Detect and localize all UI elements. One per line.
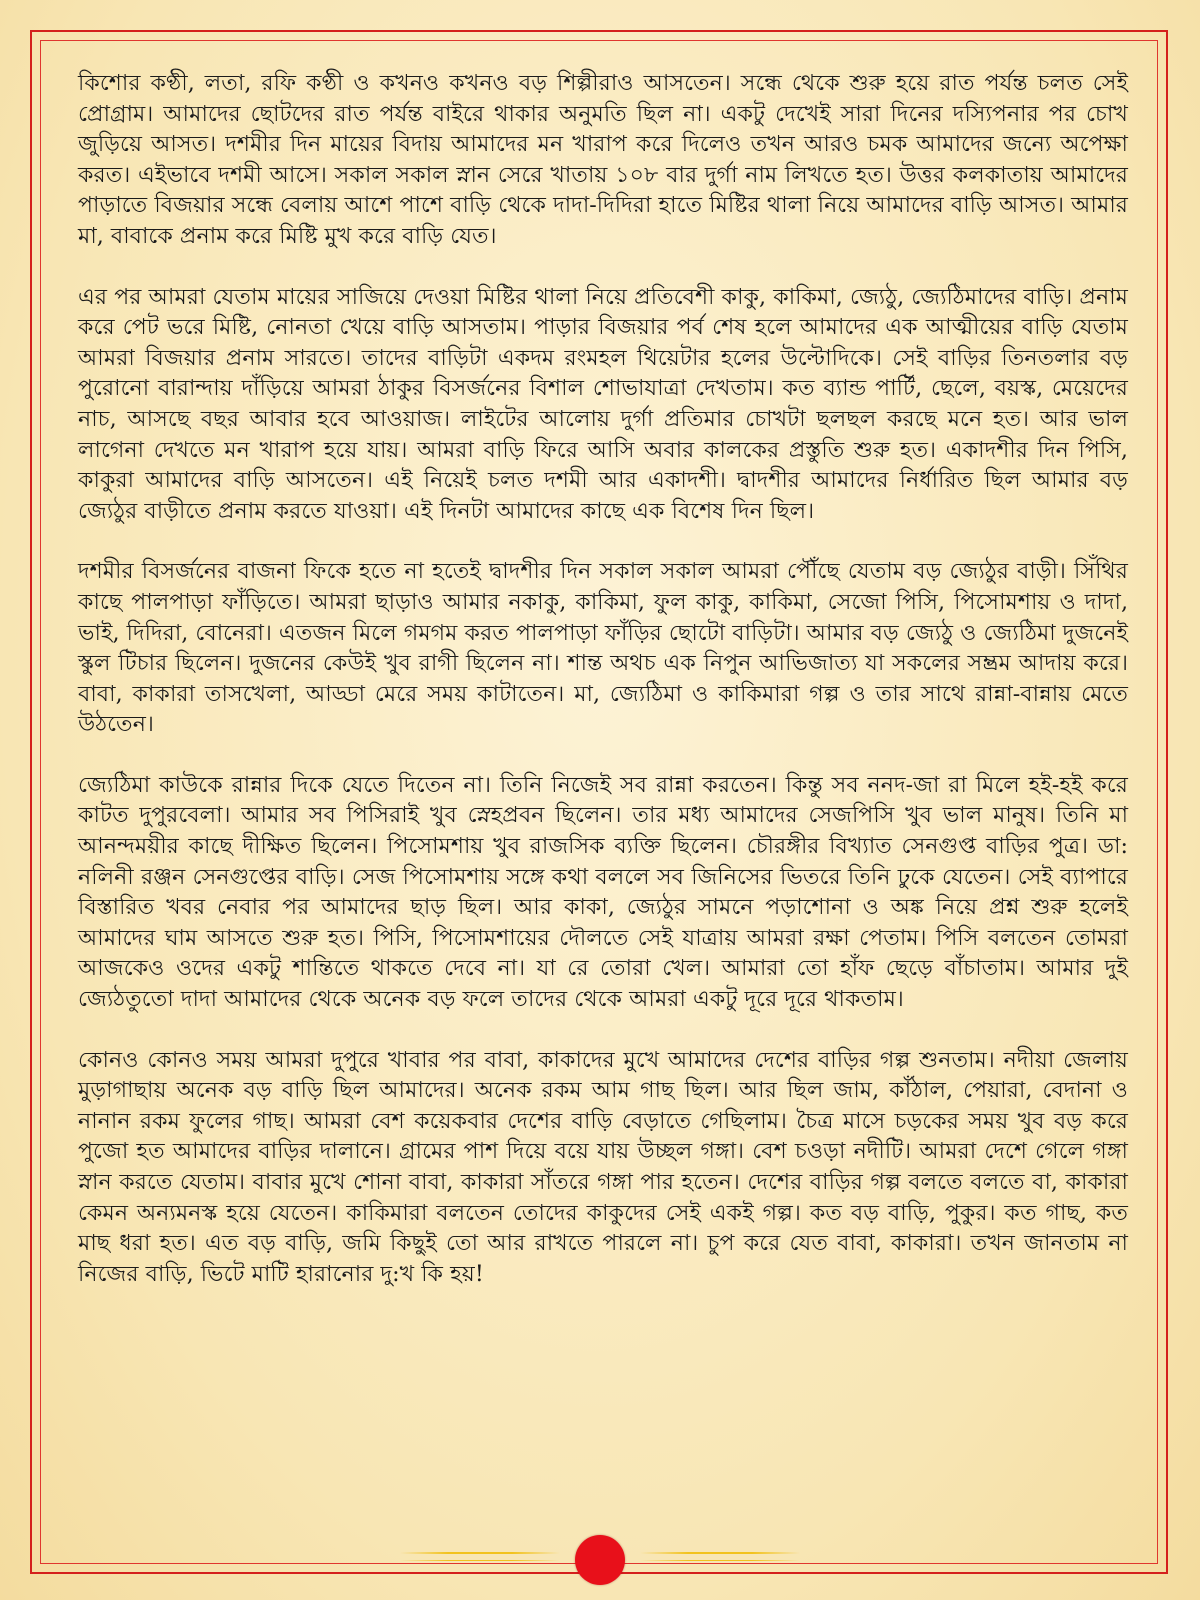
ornament-line-right-thin: [640, 1560, 800, 1561]
paragraph-4: জ্যেঠিমা কাউকে রান্নার দিকে যেতে দিতেন না। তিনি নিজেই সব রান্না করতেন। কিন্তু সব ননদ-জা রা মিলে হই-হই করে কাটত দুপুরবেলা। আমার সব পিসিরাই খুব স্নেহপ্রবন ছিলেন। তার মধ্য আমাদের সেজপিসি খুব ভাল মানুষ। তিনি মা আনন্দময়ীর কাছে দীক্ষিত ছিলেন। পিসোমশায় খুব রাজসিক ব্যক্তি ছিলেন। চৌরঙ্গীর বিখ্যাত সেনগুপ্ত বাড়ির পুত্র। ডা: নলিনী রঞ্জন সেনগুপ্তের বাড়ি। সেজ পিসোমশায় সঙ্গে কথা বললে সব জিনিসের ভিতরে তিনি ঢুকে যেতেন। সেই ব্যাপারে বিস্তারিত খবর নেবার পর আমাদের ছাড় ছিল। আর কাকা, জ্যেঠুর সামনে পড়াশোনা ও অঙ্ক নিয়ে প্রশ্ন শুরু হলেই আমাদের ঘাম আসতে শুরু হত। পিসি, পিসোমশায়ের দৌলতে সেই যাত্রায় আমরা রক্ষা পেতাম। পিসি বলতেন তোমরা আজকেও ওদের একটু শান্তিতে থাকতে দেবে না। যা রে তোরা খেল। আমারা তো হাঁফ ছেড়ে বাঁচাতাম। আমার দুই জ্যেঠতুতো দাদা আমাদের থেকে অনেক বড় ফলে তাদের থেকে আমরা একটু দূরে দূরে থাকতাম।: [78, 771, 1128, 1013]
ornament-line-right: [640, 1552, 800, 1554]
paragraph-1: কিশোর কণ্ঠী, লতা, রফি কণ্ঠী ও কখনও কখনও বড় শিল্পীরাও আসতেন। সন্ধে থেকে শুরু হয়ে রাত পর্যন্ত চলত সেই প্রোগ্রাম। আমাদের ছোটদের রাত পর্যন্ত বাইরে থাকার অনুমতি ছিল না। একটু দেখেই সারা দিনের দস্যিপনার পর চোখ জুড়িয়ে আসত। দশমীর দিন মায়ের বিদায় আমাদের মন খারাপ করে দিলেও তখন আরও চমক আমাদের জন্যে অপেক্ষা করত। এইভাবে দশমী আসে। সকাল সকাল স্নান সেরে খাতায় ১০৮ বার দুর্গা নাম লিখতে হত। উত্তর কলকাতায় আমাদের পাড়াতে বিজয়ার সন্ধে বেলায় আশে পাশে বাড়ি থেকে দাদা-দিদিরা হাতে মিষ্টির থালা নিয়ে আমাদের বাড়ি আসত। আমার মা, বাবাকে প্রনাম করে মিষ্টি মুখ করে বাড়ি যেত।: [78, 70, 1128, 249]
paragraph-3: দশমীর বিসর্জনের বাজনা ফিকে হতে না হতেই দ্বাদশীর দিন সকাল সকাল আমরা পৌঁছে যেতাম বড় জ্যেঠুর বাড়ী। সিঁথির কাছে পালপাড়া ফাঁড়িতে। আমরা ছাড়াও আমার নকাকু, কাকিমা, ফুল কাকু, কাকিমা, সেজো পিসি, পিসোমশায় ও দাদা, ভাই, দিদিরা, বোনেরা। এতজন মিলে গমগম করত পালপাড়া ফাঁড়ির ছোটো বাড়িটা। আমার বড় জ্যেঠু ও জ্যেঠিমা দুজনেই স্কুল টিচার ছিলেন। দুজনের কেউই খুব রাগী ছিলেন না। শান্ত অথচ এক নিপুন আভিজাত্য যা সকলের সম্ভ্রম আদায় করে। বাবা, কাকারা তাসখেলা, আড্ডা মেরে সময় কাটাতেন। মা, জ্যেঠিমা ও কাকিমারা গল্প ও তার সাথে রান্না-বান্নায় মেতে উঠতেন।: [78, 558, 1128, 738]
ornament-line-left: [400, 1552, 560, 1554]
red-dot-ornament: [575, 1535, 625, 1585]
paragraph-5: কোনও কোনও সময় আমরা দুপুরে খাবার পর বাবা, কাকাদের মুখে আমাদের দেশের বাড়ির গল্প শুনতাম। নদীয়া জেলায় মুড়াগাছায় অনেক বড় বাড়ি ছিল আমাদের। অনেক রকম আম গাছ ছিল। আর ছিল জাম, কাঁঠাল, পেয়ারা, বেদানা ও নানান রকম ফুলের গাছ। আমরা বেশ কয়েকবার দেশের বাড়ি বেড়াতে গেছিলাম। চৈত্র মাসে চড়কের সময় খুব বড় করে পুজো হত আমাদের বাড়ির দালানে। গ্রামের পাশ দিয়ে বয়ে যায় উচ্ছল গঙ্গা। বেশ চওড়া নদীটি। আমরা দেশে গেলে গঙ্গা স্নান করতে যেতাম। বাবার মুখে শোনা বাবা, কাকারা সাঁতরে গঙ্গা পার হতেন। দেশের বাড়ির গল্প বলতে বলতে বা, কাকারা কেমন অন্যমনস্ক হয়ে যেতেন। কাকিমারা বলতেন তোদের কাকুদের সেই একই গল্প। কত বড় বাড়ি, পুকুর। কত গাছ, কত মাছ ধরা হত। এত বড় বাড়ি, জমি কিছুই তো আর রাখতে পারলে না। চুপ করে যেত বাবা, কাকারা। তখন জানতাম না নিজের বাড়ি, ভিটে মাটি হারানোর দু:খ কি হয়!: [78, 1046, 1128, 1287]
paragraph-2: এর পর আমরা যেতাম মায়ের সাজিয়ে দেওয়া মিষ্টির থালা নিয়ে প্রতিবেশী কাকু, কাকিমা, জ্যেঠু, জ্যেঠিমাদের বাড়ি। প্রনাম করে পেট ভরে মিষ্টি, নোনতা খেয়ে বাড়ি আসতাম। পাড়ার বিজয়ার পর্ব শেষ হলে আমাদের এক আত্মীয়ের বাড়ি যেতাম আমরা বিজয়ার প্রনাম সারতে। তাদের বাড়িটা একদম রংমহল থিয়েটার হলের উল্টোদিকে। সেই বাড়ির তিনতলার বড় পুরোনো বারান্দায় দাঁড়িয়ে আমরা ঠাকুর বিসর্জনের বিশাল শোভাযাত্রা দেখতাম। কত ব্যান্ড পার্টি, ছেলে, বয়স্ক, মেয়েদের নাচ, আসছে বছর আবার হবে আওয়াজ। লাইটের আলোয় দুর্গা প্রতিমার চোখটা ছলছল করছে মনে হত। আর ভাল লাগেনা দেখতে মন খারাপ হয়ে যায়। আমরা বাড়ি ফিরে আসি অবার কালকের প্রস্তুতি শুরু হত। একাদশীর দিন পিসি, কাকুরা আমাদের বাড়ি আসতেন। এই নিয়েই চলত দশমী আর একাদশী। দ্বাদশীর আমাদের নির্ধারিত ছিল আমার বড় জ্যেঠুর বাড়ীতে প্রনাম করতে যাওয়া। এই দিনটা আমাদের কাছে এক বিশেষ দিন ছিল।: [78, 283, 1128, 524]
article-body: [78, 68, 1128, 1319]
ornament-line-left-thin: [400, 1560, 560, 1561]
